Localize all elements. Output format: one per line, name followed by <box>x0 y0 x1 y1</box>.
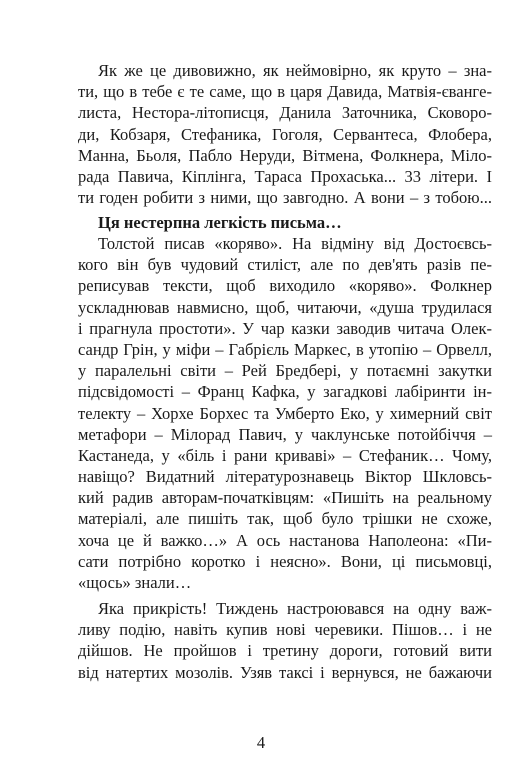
text-line: ускладнював навмисно, щоб, читаючи, «душа трудилася <box>78 297 492 317</box>
page-number: 4 <box>256 733 266 752</box>
text-line: дійшов. Не пройшов і третину дороги, готовий вити <box>78 641 492 661</box>
text-line: «щось» знали… <box>78 573 192 592</box>
text-line: рада Павича, Кіплінга, Тараса Прохаська... 33 літери. І <box>78 166 492 186</box>
text-line: ди, Кобзаря, Стефаника, Гоголя, Сервантеса, Флобера, <box>78 124 492 144</box>
section-lightness-of-writing <box>78 212 492 593</box>
text-line: Як же це дивовижно, як неймовірно, як круто – зна- <box>98 61 492 80</box>
text-line: кий радив авторам-початківцям: «Пишіть на реальному <box>78 488 492 508</box>
text-line: ти, що в тебе є те саме, що в царя Давида, Матвія-євангe- <box>78 82 492 102</box>
paragraph-annoyance <box>78 598 492 683</box>
section-heading: Ця нестерпна легкість письма… <box>98 213 342 232</box>
text-line: від натертих мозолів. Узяв таксі і вернувся, не бажаючи <box>78 662 492 682</box>
text-line: навіщо? Видатний літературознавець Віктор Шкловсь- <box>78 467 492 487</box>
text-line: підсвідомості – Франц Кафка, у загадкові лабіринти ін- <box>78 382 492 402</box>
text-line: сандр Грін, у міфи – Габрієль Маркес, в утопію – Орвелл, <box>78 339 492 359</box>
text-line: ливу подію, навіть купив нові черевики. Пішов… і не <box>78 620 492 640</box>
text-line: у паралельні світи – Рей Бредбері, у потаємні закутки <box>78 361 492 381</box>
text-line: хоча це й важко…» А ось настанова Наполеона: «Пи- <box>78 530 492 550</box>
text-line: Кастанеда, у «біль і рани криваві» – Стефаник… Чому, <box>78 445 492 465</box>
text-line: листа, Нестора-літописця, Данила Заточника, Сковоро- <box>78 103 492 123</box>
paragraph-alphabet <box>78 60 492 208</box>
text-line: телекту – Хорхе Борхес та Умберто Еко, у химерний світ <box>78 403 492 423</box>
text-line: ти годен робити з ними, що завгодно. А вони – з тобою... <box>78 188 492 208</box>
text-line: сати потрібно коротко і неясно». Вони, ці письмовці, <box>78 551 492 571</box>
text-line: і прагнула простоти». У чар казки заводив читача Олек- <box>78 318 492 338</box>
text-line: реписував тексти, щоб виходило «коряво». Фолкнер <box>78 276 492 296</box>
text-line: Яка прикрість! Тиждень настроювався на одну важ- <box>98 599 492 618</box>
text-line: Толстой писав «коряво». На відміну від Достоєвсь- <box>98 234 492 253</box>
text-line: матеріалі, але пишіть так, щоб було трішки не схоже, <box>78 509 492 529</box>
text-line: Манна, Бьоля, Пабло Неруди, Вітмена, Фолкнера, Міло- <box>78 145 492 165</box>
text-line: метафори – Мілорад Павич, у чаклунське потойбіччя – <box>78 424 492 444</box>
text-line: кого він був чудовий стиліст, але по дев'ять разів пе- <box>78 255 492 275</box>
